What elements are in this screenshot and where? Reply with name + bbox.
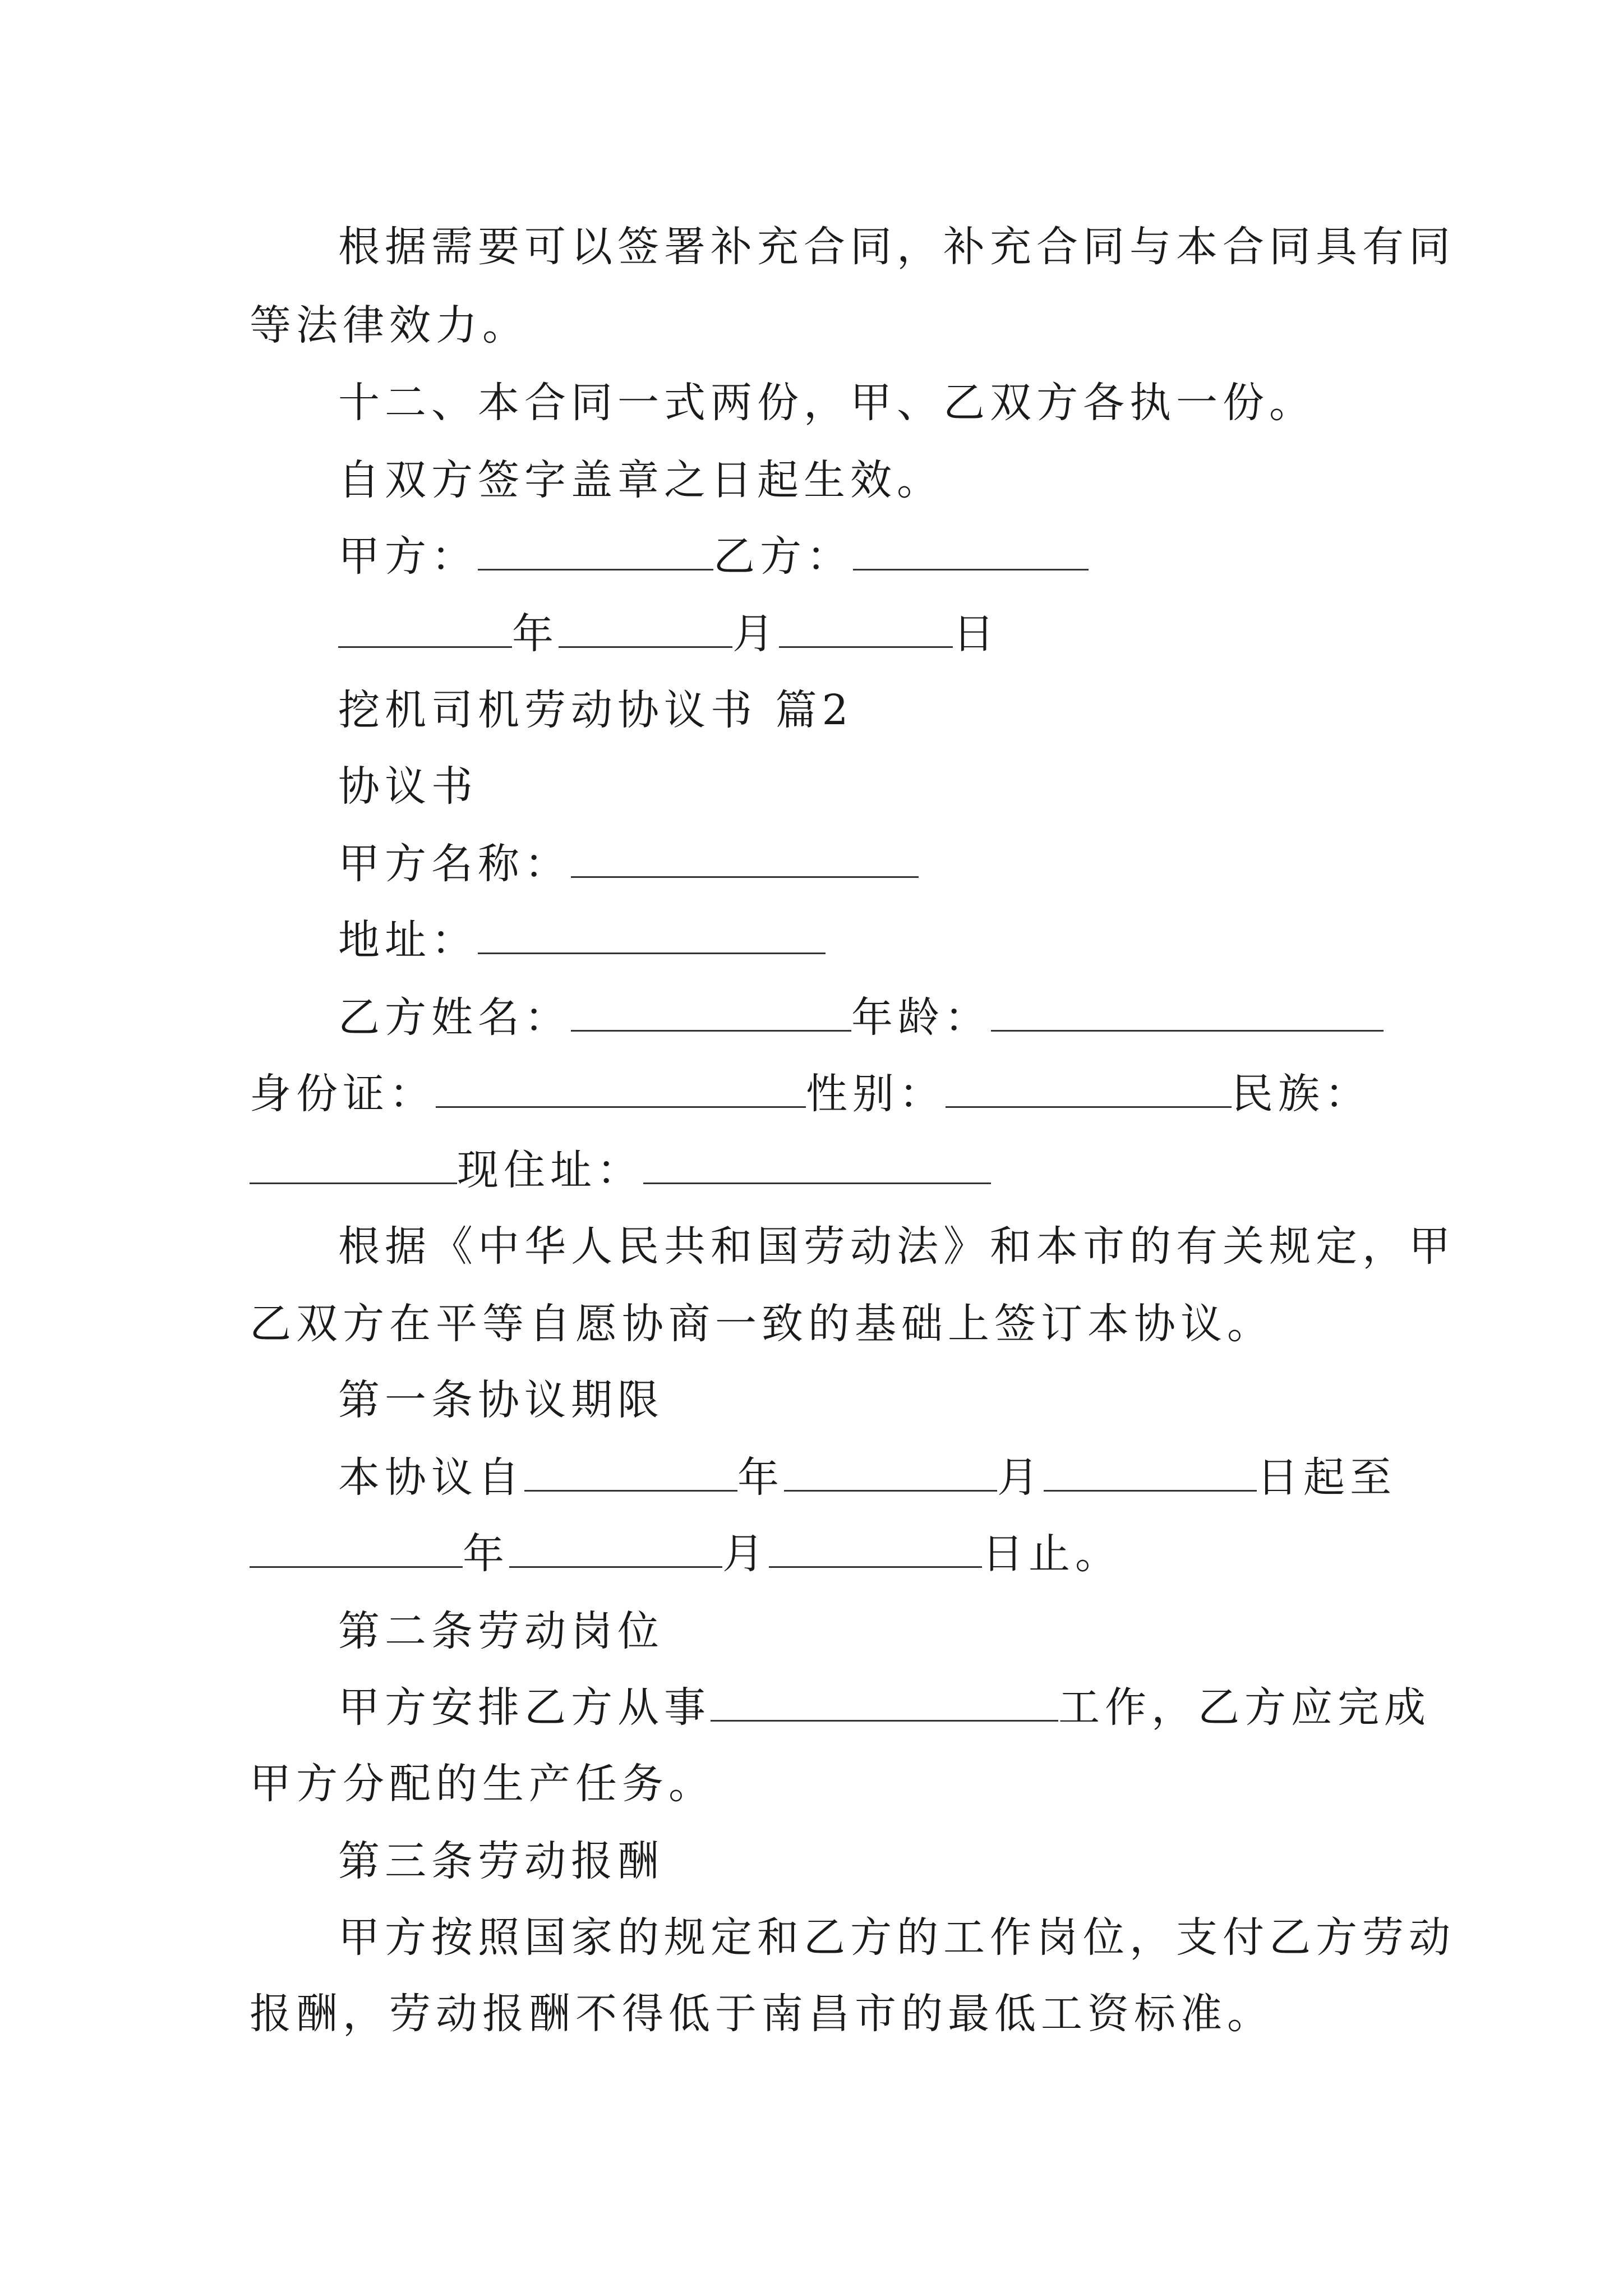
party-a-name-line: 甲方名称：	[250, 836, 1477, 892]
article-2-title: 第二条劳动岗位	[338, 1607, 664, 1655]
paragraph-line: 甲方分配的生产任务。	[250, 1760, 715, 1808]
gender-blank[interactable]	[946, 1068, 1232, 1108]
residence-line: 现住址：	[250, 1142, 1388, 1198]
end-year-blank[interactable]	[250, 1528, 463, 1568]
ethnicity-blank[interactable]	[250, 1144, 457, 1184]
start-month-blank[interactable]	[784, 1452, 997, 1492]
effective-clause: 自双方签字盖章之日起生效。	[338, 456, 943, 504]
party-a-label: 甲方：	[338, 532, 478, 581]
id-line: 身份证： 性别： 民族：	[250, 1066, 1388, 1122]
article-1-title: 第一条协议期限	[338, 1376, 664, 1424]
clause-12: 十二、本合同一式两份，甲、乙双方各执一份。	[338, 379, 1316, 427]
term-end-line: 年 月 日止。	[250, 1526, 1388, 1582]
party-b-name-blank[interactable]	[571, 992, 851, 1032]
paragraph-line: 乙双方在平等自愿协商一致的基础上签订本协议。	[250, 1300, 1274, 1348]
start-year-blank[interactable]	[524, 1452, 737, 1492]
party-b-label: 乙方：	[713, 532, 853, 581]
section-title: 挖机司机劳动协议书 篇2	[338, 686, 854, 734]
date-line: 年 月 日	[250, 606, 1477, 662]
paragraph-line: 甲方按照国家的规定和乙方的工作岗位，支付乙方劳动	[338, 1913, 1455, 1962]
paragraph-line: 根据需要可以签署补充合同，补充合同与本合同具有同	[338, 223, 1455, 271]
start-day-blank[interactable]	[1044, 1452, 1257, 1492]
year-blank[interactable]	[338, 608, 512, 648]
article-3-title: 第三条劳动报酬	[338, 1837, 664, 1885]
term-line: 本协议自 年 月 日起至	[250, 1450, 1477, 1506]
end-day-blank[interactable]	[769, 1528, 982, 1568]
party-a-blank[interactable]	[478, 531, 713, 570]
signature-line	[250, 528, 1477, 585]
party-b-blank[interactable]	[853, 531, 1089, 570]
address-line: 地址：	[250, 912, 1477, 968]
doc-heading: 协议书	[338, 762, 478, 811]
residence-blank[interactable]	[643, 1144, 991, 1184]
day-blank[interactable]	[779, 608, 953, 648]
paragraph-line: 等法律效力。	[250, 301, 529, 349]
end-month-blank[interactable]	[509, 1528, 722, 1568]
job-blank[interactable]	[711, 1682, 1058, 1722]
month-blank[interactable]	[559, 608, 732, 648]
age-blank[interactable]	[991, 992, 1384, 1032]
paragraph-line: 根据《中华人民共和国劳动法》和本市的有关规定，甲	[338, 1222, 1455, 1271]
position-line: 甲方安排乙方从事 工作，乙方应完成	[250, 1680, 1477, 1736]
party-b-info-line: 乙方姓名： 年龄：	[250, 990, 1477, 1046]
paragraph-line: 报酬，劳动报酬不得低于南昌市的最低工资标准。	[250, 1990, 1274, 2038]
address-blank[interactable]	[478, 914, 826, 954]
party-a-name-blank[interactable]	[571, 838, 919, 878]
id-blank[interactable]	[436, 1068, 806, 1108]
